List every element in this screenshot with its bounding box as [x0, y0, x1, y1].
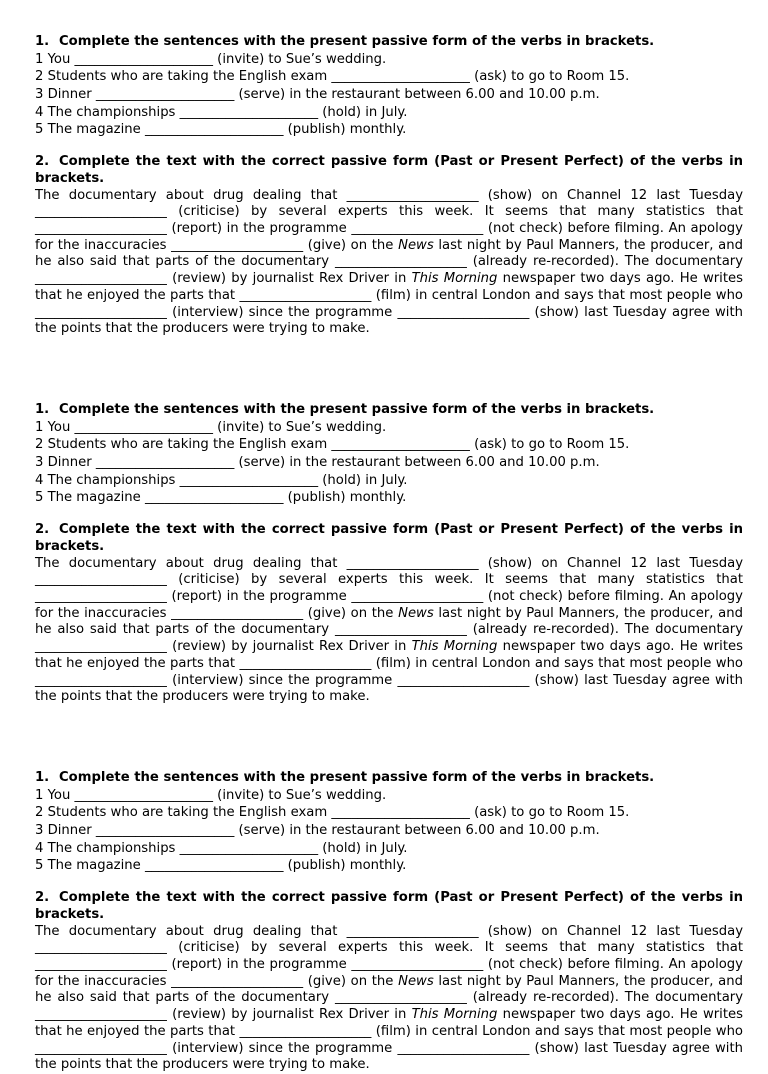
- sentence-3: 3 Dinner _____________________ (serve) in the restaurant between 6.00 and 10.00 p.m.: [35, 454, 600, 470]
- exercise-1-heading: 1. Complete the sentences with the present passive form of the verbs in brackets.: [35, 402, 655, 417]
- answer-blank: ____________________: [35, 940, 167, 956]
- sentence-1: 1 You _____________________ (invite) to Sue’s wedding.: [35, 51, 387, 67]
- answer-blank: ____________________: [35, 957, 167, 972]
- answer-blank: _____________________: [95, 86, 235, 102]
- answer-blank: ____________________: [35, 639, 167, 655]
- answer-blank: ____________________: [171, 973, 304, 989]
- answer-blank: ____________________: [334, 622, 467, 638]
- exercise-2-copy-2: [35, 522, 743, 706]
- answer-blank: ____________________: [397, 672, 530, 688]
- answer-blank: _____________________: [74, 51, 213, 67]
- answer-blank: ____________________: [35, 204, 167, 220]
- answer-blank: ____________________: [351, 221, 484, 236]
- answer-blank: ____________________: [346, 923, 479, 939]
- exercise-1-heading: 1. Complete the sentences with the present passive form of the verbs in brackets.: [35, 770, 655, 785]
- answer-blank: ____________________: [171, 237, 304, 253]
- answer-blank: ____________________: [35, 1040, 167, 1056]
- sentence-5: 5 The magazine _____________________ (publish) monthly.: [35, 490, 407, 506]
- answer-blank: ____________________: [35, 1007, 167, 1023]
- sentence-3: 3 Dinner _____________________ (serve) in the restaurant between 6.00 and 10.00 p.m.: [35, 822, 600, 838]
- answer-blank: ____________________: [239, 1023, 372, 1039]
- answer-blank: _____________________: [144, 490, 284, 506]
- exercise-1-copy-3: [35, 770, 743, 875]
- answer-blank: ____________________: [35, 572, 167, 588]
- answer-blank: _____________________: [95, 454, 235, 470]
- answer-blank: ____________________: [346, 555, 479, 571]
- exercise-2-text: The documentary about drug dealing that ____________________ (show) on Channel 12 last Tuesday ____________________ (criticise) by several experts this week. It seems that many statistics that ____________________ (report) in the programme ____________________ (not check) before filming. An apology for the inaccuracies ____________________ (give) on the News last night by Paul Manners, the producer, and he also said that parts of the documentary ____________________ (already re-recorded). The documentary ____________________ (review) by journalist Rex Driver in This Morning newspaper two days ago. He writes that he enjoyed the parts that ____________________ (film) in central London and says that most people who ____________________ (interview) since the programme ____________________ (show) last Tuesday agree with the points that the producers were trying to make.: [35, 555, 743, 705]
- sentence-2: 2 Students who are taking the English exam _____________________ (ask) to go to Room 15.: [35, 805, 630, 821]
- sentence-2: 2 Students who are taking the English exam _____________________ (ask) to go to Room 15.: [35, 69, 630, 85]
- exercise-2-heading: 2. Complete the text with the correct passive form (Past or Present Perfect) of the verbs in brackets.: [35, 890, 743, 922]
- answer-blank: ____________________: [35, 304, 167, 320]
- answer-blank: ____________________: [239, 287, 372, 303]
- answer-blank: _____________________: [74, 787, 213, 803]
- answer-blank: ____________________: [35, 672, 167, 688]
- answer-blank: _____________________: [95, 822, 235, 838]
- answer-blank: ____________________: [346, 187, 479, 203]
- answer-blank: _____________________: [179, 104, 319, 120]
- answer-blank: ____________________: [397, 1040, 530, 1056]
- sentence-3: 3 Dinner _____________________ (serve) in the restaurant between 6.00 and 10.00 p.m.: [35, 86, 600, 102]
- sentence-4: 4 The championships _____________________ (hold) in July.: [35, 472, 408, 488]
- answer-blank: _____________________: [179, 472, 319, 488]
- exercise-2-text: The documentary about drug dealing that ____________________ (show) on Channel 12 last Tuesday ____________________ (criticise) by several experts this week. It seems that many statistics that ____________________ (report) in the programme ____________________ (not check) before filming. An apology for the inaccuracies ____________________ (give) on the News last night by Paul Manners, the producer, and he also said that parts of the documentary ____________________ (already re-recorded). The documentary ____________________ (review) by journalist Rex Driver in This Morning newspaper two days ago. He writes that he enjoyed the parts that ____________________ (film) in central London and says that most people who ____________________ (interview) since the programme ____________________ (show) last Tuesday agree with the points that the producers were trying to make.: [35, 187, 743, 337]
- sentence-5: 5 The magazine _____________________ (publish) monthly.: [35, 858, 407, 874]
- answer-blank: ____________________: [334, 990, 467, 1006]
- answer-blank: ____________________: [35, 271, 167, 287]
- exercise-1-heading: 1. Complete the sentences with the present passive form of the verbs in brackets.: [35, 34, 655, 49]
- answer-blank: _____________________: [331, 69, 470, 85]
- answer-blank: _____________________: [331, 437, 470, 453]
- answer-blank: _____________________: [74, 419, 213, 435]
- exercise-2-heading: 2. Complete the text with the correct passive form (Past or Present Perfect) of the verbs in brackets.: [35, 154, 743, 186]
- exercise-2-heading: 2. Complete the text with the correct passive form (Past or Present Perfect) of the verbs in brackets.: [35, 522, 743, 554]
- answer-blank: ____________________: [35, 221, 167, 236]
- sentence-4: 4 The championships _____________________ (hold) in July.: [35, 840, 408, 856]
- exercise-1-copy-2: [35, 402, 743, 507]
- answer-blank: ____________________: [171, 605, 304, 621]
- sentence-1: 1 You _____________________ (invite) to Sue’s wedding.: [35, 787, 387, 803]
- sentence-4: 4 The championships _____________________ (hold) in July.: [35, 104, 408, 120]
- exercise-2-copy-1: [35, 154, 743, 338]
- sentence-5: 5 The magazine _____________________ (publish) monthly.: [35, 122, 407, 138]
- answer-blank: _____________________: [144, 122, 284, 138]
- answer-blank: ____________________: [397, 304, 530, 320]
- answer-blank: ____________________: [239, 655, 372, 671]
- answer-blank: ____________________: [35, 589, 167, 604]
- exercise-2-copy-3: [35, 890, 743, 1074]
- answer-blank: _____________________: [144, 858, 284, 874]
- answer-blank: _____________________: [179, 840, 319, 856]
- answer-blank: ____________________: [334, 254, 467, 270]
- exercise-2-text: The documentary about drug dealing that ____________________ (show) on Channel 12 last Tuesday ____________________ (criticise) by several experts this week. It seems that many statistics that ____________________ (report) in the programme ____________________ (not check) before filming. An apology for the inaccuracies ____________________ (give) on the News last night by Paul Manners, the producer, and he also said that parts of the documentary ____________________ (already re-recorded). The documentary ____________________ (review) by journalist Rex Driver in This Morning newspaper two days ago. He writes that he enjoyed the parts that ____________________ (film) in central London and says that most people who ____________________ (interview) since the programme ____________________ (show) last Tuesday agree with the points that the producers were trying to make.: [35, 923, 743, 1073]
- sentence-2: 2 Students who are taking the English exam _____________________ (ask) to go to Room 15.: [35, 437, 630, 453]
- answer-blank: ____________________: [351, 957, 484, 972]
- answer-blank: ____________________: [351, 589, 484, 604]
- answer-blank: _____________________: [331, 805, 470, 821]
- sentence-1: 1 You _____________________ (invite) to Sue’s wedding.: [35, 419, 387, 435]
- exercise-1-copy-1: [35, 34, 743, 139]
